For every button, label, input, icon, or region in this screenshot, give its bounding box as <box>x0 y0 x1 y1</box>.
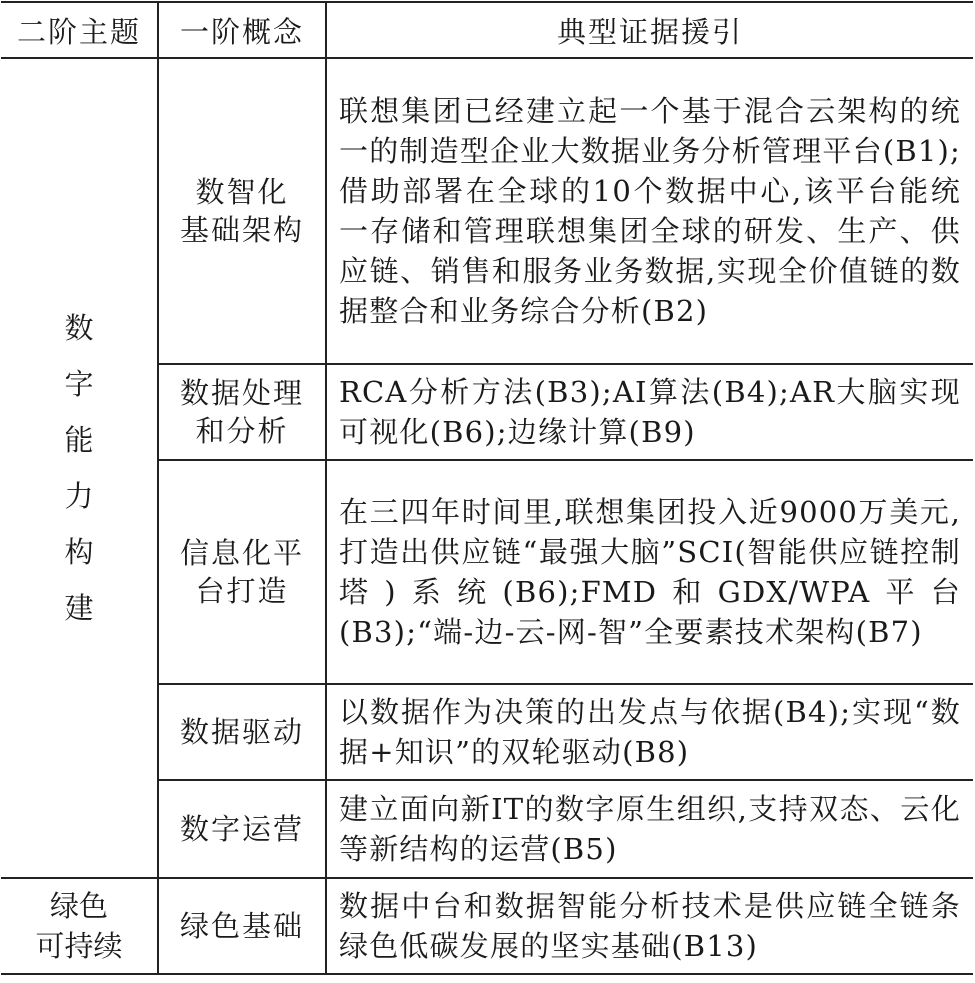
theme-char: 力 <box>64 479 94 513</box>
concept-line: 和分析 <box>195 414 289 448</box>
header-row <box>1 2 973 58</box>
table-row <box>1 878 973 974</box>
theme-green-sustainable <box>1 878 158 974</box>
concept-cell <box>158 460 326 684</box>
theme-char: 字 <box>64 367 94 401</box>
concept-line: 绿色基础 <box>179 909 304 943</box>
concept-cell <box>158 364 326 460</box>
concept-cell <box>158 878 326 974</box>
theme-char: 建 <box>64 591 94 625</box>
header-typical-evidence: 典型证据援引 <box>326 2 973 58</box>
header-first-order-concept: 一阶概念 <box>158 2 326 58</box>
theme-line: 绿色 <box>49 889 108 923</box>
concept-line: 数字运营 <box>179 812 304 846</box>
evidence-table <box>1 1 973 975</box>
concept-line: 信息化平 <box>179 536 304 570</box>
concept-line: 数据处理 <box>179 376 304 410</box>
evidence-cell: 建立面向新IT的数字原生组织,支持双态、云化等新结构的运营(B5) <box>326 780 973 878</box>
theme-char: 数 <box>64 311 94 345</box>
header-second-order-theme: 二阶主题 <box>1 2 158 58</box>
evidence-cell: 在三四年时间里,联想集团投入近9000万美元,打造出供应链“最强大脑”SCI(智能供应链控制塔)系统(B6);FMD和GDX/WPA平台(B3);“端-边-云-网-智”全要素技术架构(B7) <box>326 460 973 684</box>
table-row <box>1 58 973 364</box>
concept-line: 数据驱动 <box>179 715 304 749</box>
theme-digital-capability <box>1 58 158 878</box>
theme-char: 能 <box>64 423 94 457</box>
evidence-cell: 以数据作为决策的出发点与依据(B4);实现“数据+知识”的双轮驱动(B8) <box>326 684 973 780</box>
concept-line: 数智化 <box>195 175 289 209</box>
concept-cell <box>158 780 326 878</box>
concept-line: 基础架构 <box>179 213 304 247</box>
evidence-cell: 联想集团已经建立起一个基于混合云架构的统一的制造型企业大数据业务分析管理平台(B1);借助部署在全球的10个数据中心,该平台能统一存储和管理联想集团全球的研发、生产、供应链、销售和服务业务数据,实现全价值链的数据整合和业务综合分析(B2) <box>326 58 973 364</box>
concept-line: 台打造 <box>195 574 289 608</box>
theme-line: 可持续 <box>35 929 123 963</box>
theme-char: 构 <box>64 535 94 569</box>
concept-cell <box>158 684 326 780</box>
evidence-cell: 数据中台和数据智能分析技术是供应链全链条绿色低碳发展的坚实基础(B13) <box>326 878 973 974</box>
evidence-cell: RCA分析方法(B3);AI算法(B4);AR大脑实现可视化(B6);边缘计算(B9) <box>326 364 973 460</box>
concept-cell <box>158 58 326 364</box>
